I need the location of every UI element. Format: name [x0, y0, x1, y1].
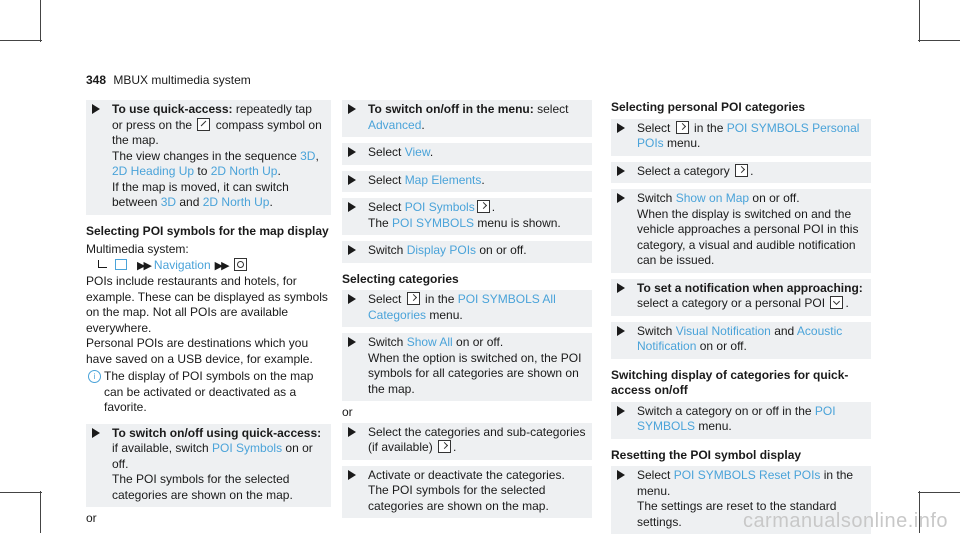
column-2: [342, 100, 592, 518]
page-number: 348: [86, 73, 107, 87]
step-display-pois: Switch Display POIs on or off.: [342, 241, 592, 263]
or-text: or: [86, 511, 97, 525]
step-arrow-icon: [348, 337, 356, 347]
column-1: [86, 100, 331, 529]
path-hook-icon: [98, 260, 107, 268]
or-text: or: [342, 405, 353, 419]
step-arrow-icon: [617, 326, 625, 336]
step-quick-access-categories: Switch a category on or off in the POI SYMBOLS menu.: [611, 402, 871, 439]
chevron-right-icon: [735, 164, 748, 177]
double-chevron-icon: ▶▶: [214, 259, 228, 272]
step-set-notification: To set a notification when approaching: select a category or a personal POI .: [611, 279, 871, 316]
step-show-all: Switch Show All on or off. When the option is switched on, the POI symbols for all categories are shown on the map.: [342, 333, 592, 401]
step-quick-access-switch: To switch on/off using quick-access: if available, switch POI Symbols on or off. The POI symbols for the selected categories are shown on the map.: [86, 424, 331, 508]
step-notifications: Switch Visual Notification and Acoustic Notification on or off.: [611, 322, 871, 359]
crop-mark: [0, 40, 42, 41]
chevron-right-icon: [407, 292, 420, 305]
section-heading: Selecting categories: [342, 271, 459, 286]
step-activate-categories: Activate or deactivate the categories. The POI symbols for the selected categories are shown on the map.: [342, 466, 592, 519]
section-heading: Switching display of categories for quick-access on/off: [611, 367, 849, 397]
crop-mark: [0, 492, 42, 493]
step-show-on-map: Switch Show on Map on or off. When the display is switched on and the vehicle approaches a personal POI in this category, a visual and audible notification can be issued.: [611, 189, 871, 273]
step-arrow-icon: [617, 166, 625, 176]
chevron-down-icon: [830, 296, 843, 309]
step-all-categories: Select in the POI SYMBOLS All Categories menu.: [342, 290, 592, 327]
step-arrow-icon: [617, 470, 625, 480]
step-arrow-icon: [348, 245, 356, 255]
crop-mark: [918, 492, 960, 493]
step-arrow-icon: [617, 406, 625, 416]
step-sub-categories: Select the categories and sub-categories (if available) .: [342, 423, 592, 460]
step-arrow-icon: [348, 427, 356, 437]
crop-mark: [40, 0, 41, 42]
watermark: carmanualsonline.info: [742, 509, 948, 532]
section-heading: Resetting the POI symbol display: [611, 447, 802, 462]
step-arrow-icon: [348, 175, 356, 185]
info-note: i The display of POI symbols on the map can be activated or deactivated as a favorite.: [86, 369, 331, 416]
step-arrow-icon: [92, 428, 100, 438]
step-arrow-icon: [617, 193, 625, 203]
system-label: Multimedia system:: [86, 242, 189, 256]
page-title: MBUX multimedia system: [113, 73, 251, 87]
page-header: [86, 73, 251, 89]
settings-icon: [234, 258, 247, 271]
info-icon: i: [88, 370, 101, 383]
crop-mark: [40, 491, 41, 533]
menu-path: ▶▶ Navigation ▶▶: [86, 258, 331, 275]
step-arrow-icon: [348, 202, 356, 212]
double-chevron-icon: ▶▶: [137, 259, 150, 272]
chevron-right-icon: [477, 200, 490, 213]
crop-mark: [918, 40, 960, 41]
step-map-elements: Select Map Elements.: [342, 171, 592, 193]
step-arrow-icon: [617, 283, 625, 293]
section-heading: Selecting POI symbols for the map display: [86, 223, 329, 238]
step-view: Select View.: [342, 143, 592, 165]
step-arrow-icon: [348, 104, 356, 114]
home-icon: [115, 259, 127, 270]
column-3: [611, 100, 871, 534]
chevron-right-icon: [438, 440, 451, 453]
step-menu: To switch on/off in the menu: select Advanced.: [342, 100, 592, 137]
step-reset-pois: Select POI SYMBOLS Reset POIs in the menu. The settings are reset to the standard settings.: [611, 466, 871, 534]
step-poi-symbols: Select POI Symbols . The POI SYMBOLS menu is shown.: [342, 198, 592, 235]
step-arrow-icon: [348, 470, 356, 480]
paragraph: Personal POIs are destinations which you have saved on a USB device, for example.: [86, 336, 313, 366]
step-quick-access: To use quick-access: repeatedly tap or press on the compass symbol on the map. The view changes in the sequence 3D, 2D Heading Up to 2D North Up. If the map is moved, it can switch between 3D and 2D North Up.: [86, 100, 331, 215]
step-personal-pois: Select in the POI SYMBOLS Personal POIs menu.: [611, 119, 871, 156]
step-arrow-icon: [617, 123, 625, 133]
crop-mark: [919, 0, 920, 42]
step-select-category: Select a category .: [611, 162, 871, 184]
paragraph: POIs include restaurants and hotels, for example. These can be displayed as symbols on the map. Not all POIs are available everywhere.: [86, 274, 328, 335]
chevron-right-icon: [676, 121, 689, 134]
section-heading: Selecting personal POI categories: [611, 100, 806, 114]
step-arrow-icon: [92, 104, 100, 114]
compass-icon: [197, 118, 210, 131]
step-arrow-icon: [348, 294, 356, 304]
step-arrow-icon: [348, 147, 356, 157]
